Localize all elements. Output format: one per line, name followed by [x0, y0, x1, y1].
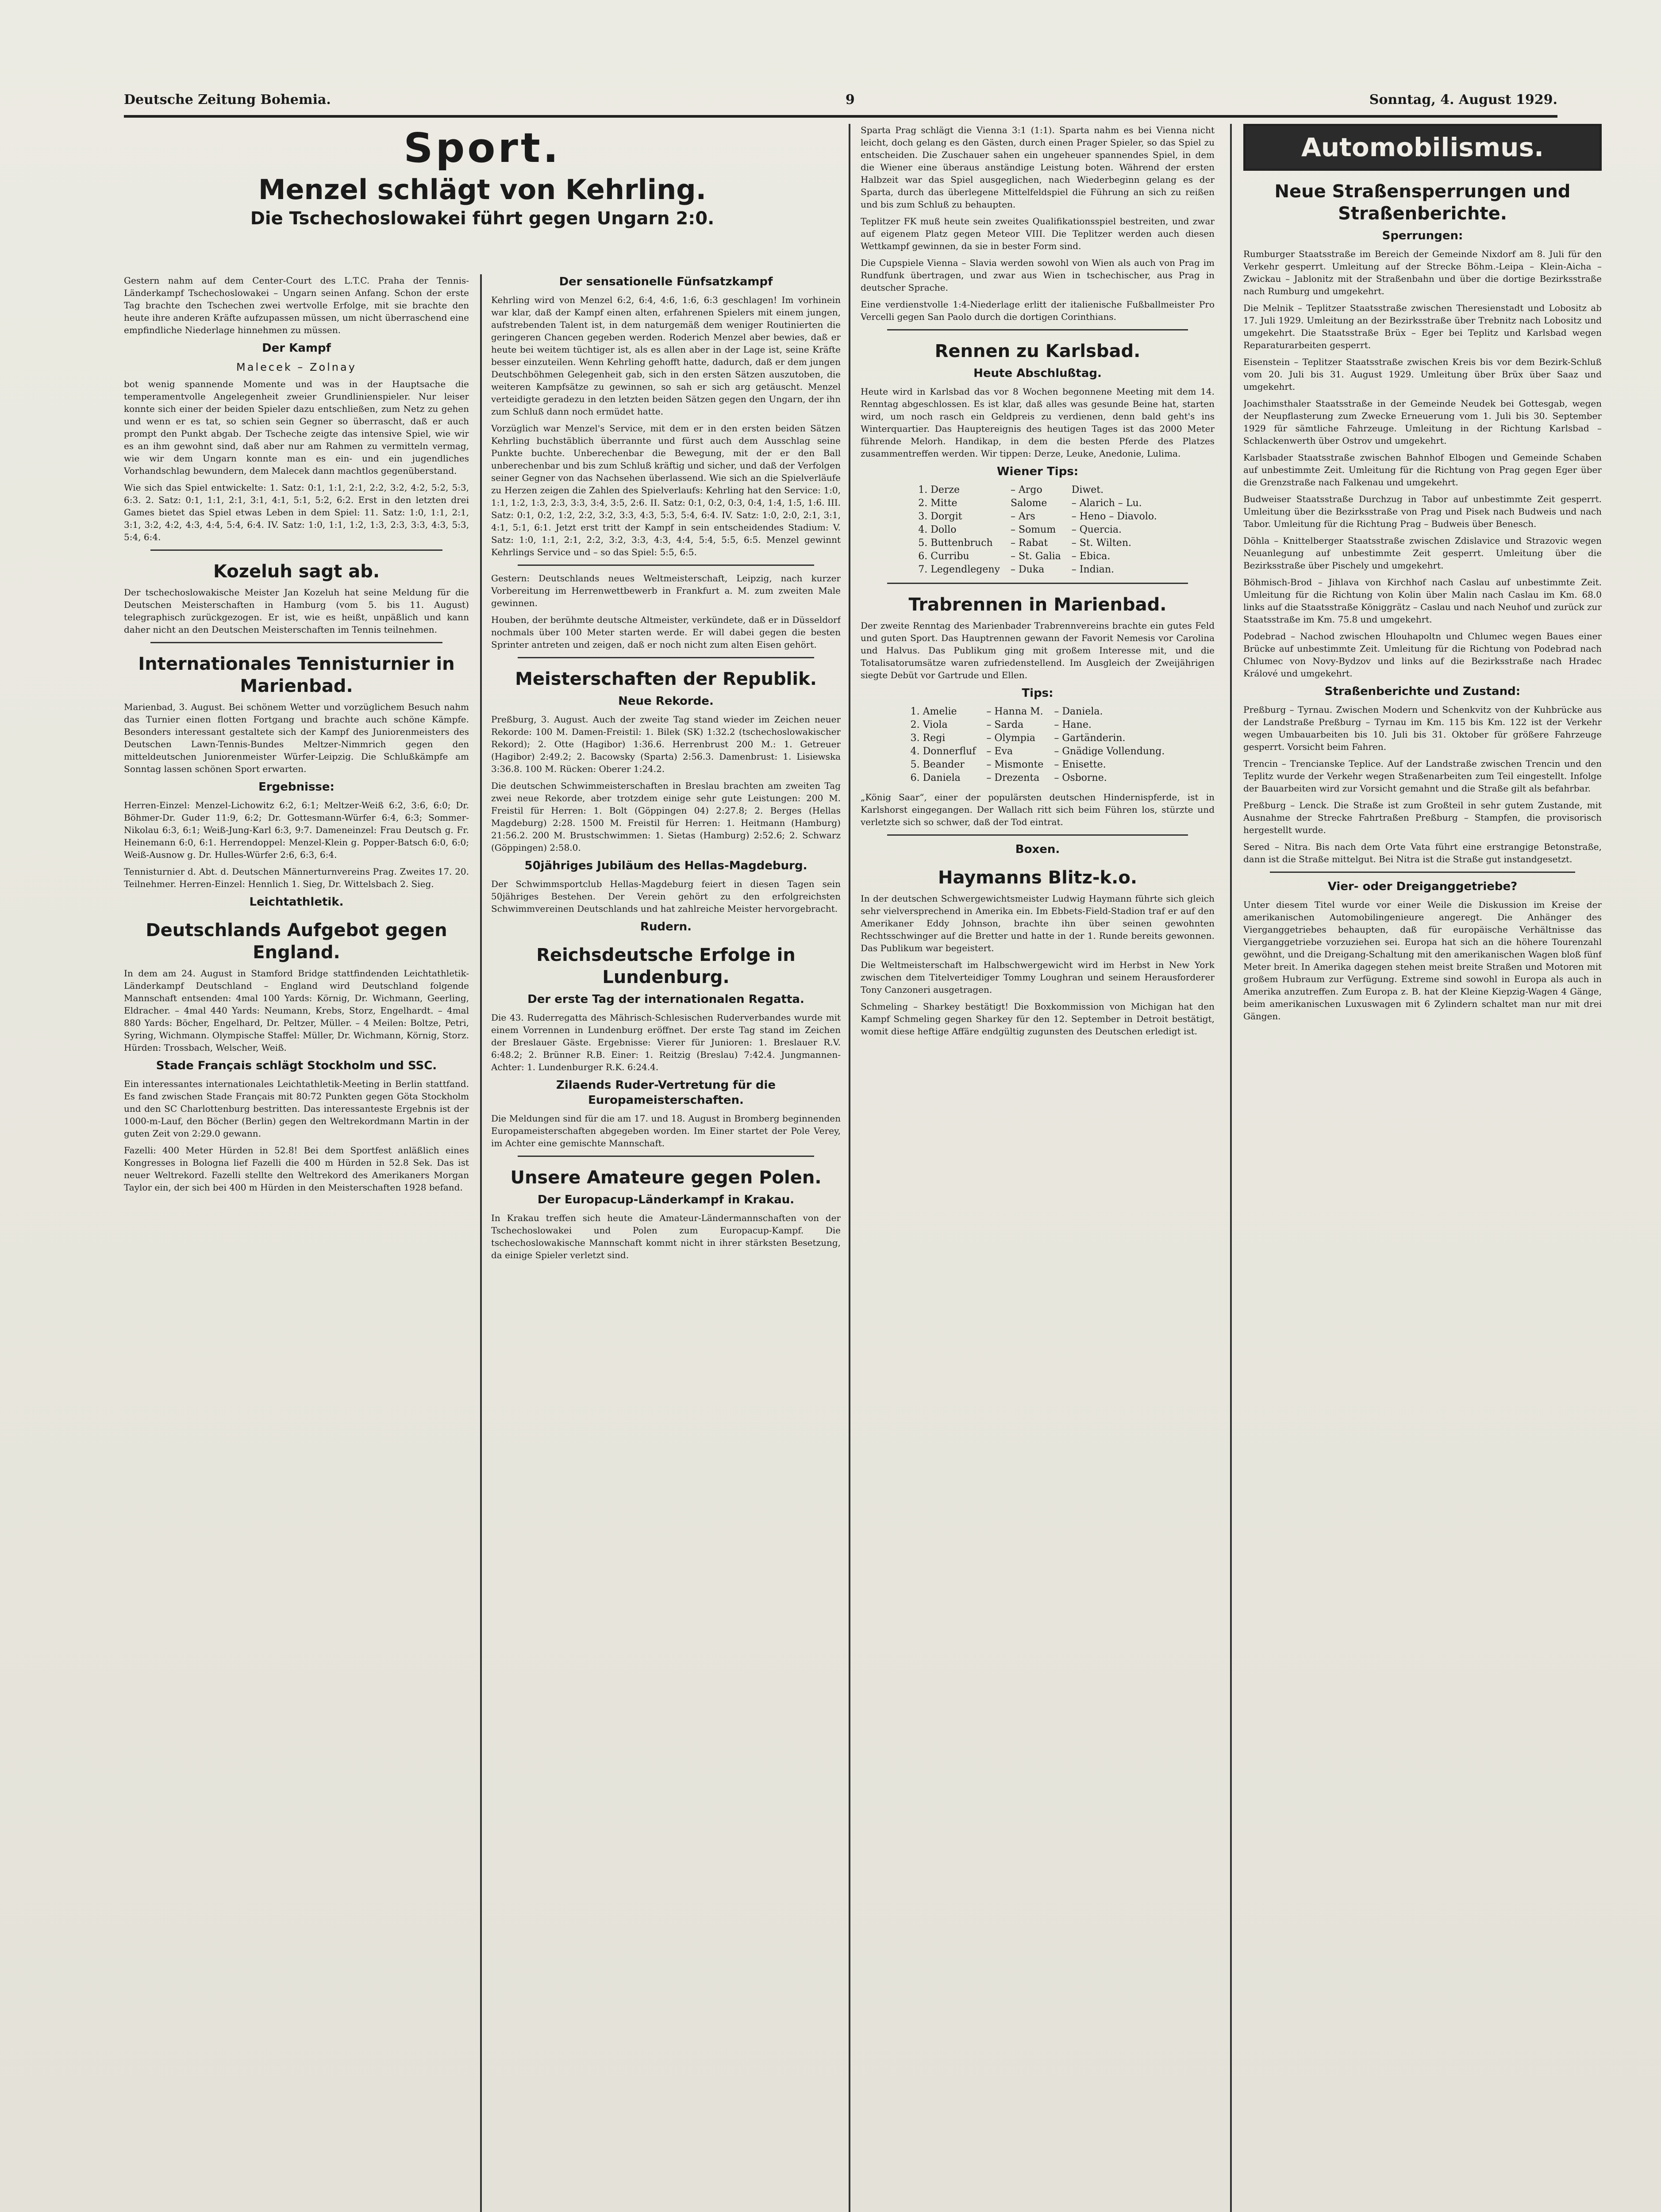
table-cell: 2. Mitte	[918, 498, 957, 509]
article-paragraph: Die 43. Ruderregatta des Mährisch-Schlesischen Ruderverbandes wurde mit einem Vorrennen in Lundenburg eröffnet. Der erste Tag stand im Zeichen der Breslauer Gäste. Ergebnisse: Vierer für Junioren: 1. Breslauer R.V. 6:48.2; 2. Brünner R.B. Einer: 1. Reitzig (Breslau) 7:42.4. Jungmannen-Achter: 1. Lundenburger R.K. 6:24.4.	[491, 1012, 841, 1072]
divider	[518, 565, 814, 566]
table-cell: – Gnädige Vollendung.	[1054, 746, 1165, 757]
subheading: Malecek – Zolnay	[236, 361, 357, 373]
article-paragraph: In Krakau treffen sich heute die Amateur-Ländermannschaften von der Tschechoslowakei und Polen zum Europacup-Kampf. Die tschechoslowakische Mannschaft kommt nicht in ihrer stärksten Besetzung, da einige Spieler verletzt sind.	[491, 1213, 841, 1260]
article-paragraph: Heute wird in Karlsbad das vor 8 Wochen begonnene Meeting mit dem 14. Renntag abgeschlossen. Es ist klar, daß alles was gesunde Beine hat, starten wird, um noch rasch ein Geldpreis zu verdienen, denn bald geht's ins Winterquartier. Das Hauptereignis des heutigen Tages ist das 2000 Meter führende Melorh. Handikap, in dem die besten Pferde des Platzes zusammentreffen werden. Wir tippen: Derze, Leuke, Anedonie, Lulima.	[861, 386, 1215, 459]
subheading: Leichtathletik.	[249, 895, 344, 909]
divider	[887, 329, 1188, 330]
table-cell: – Eva	[986, 746, 1013, 757]
subheading: Der erste Tag der internationalen Regatta.	[527, 993, 804, 1006]
table-cell: – Alarich – Lu.	[1071, 498, 1142, 509]
header-date: Sonntag, 4. August 1929.	[1369, 92, 1557, 108]
table-cell: – Ars	[1011, 511, 1035, 522]
subheading: Rudern.	[640, 920, 692, 933]
article-title: Unsere Amateure gegen Polen.	[510, 1167, 822, 1188]
table-cell: – Hane.	[1054, 719, 1092, 730]
article-paragraph: Karlsbader Staatsstraße zwischen Bahnhof Elbogen und Gemeinde Schaben auf unbestimmte Zeit. Umleitung für die Richtung von Prag gegen Eger über die Grenzstraße nach Falkenau und umgekehrt.	[1243, 452, 1602, 488]
subheading: Neue Rekorde.	[618, 695, 714, 708]
article-paragraph: Joachimsthaler Staatsstraße in der Gemeinde Neudek bei Gottesgab, wegen der Neupflasterung zum Zwecke Erneuerung vom 1. Juli bis 30. September 1929 für sämtliche Fahrzeuge. Umleitung in der Richtung Karlsbad – Schlackenwerth über Ostrov und umgekehrt.	[1243, 398, 1602, 446]
subheading: Zilaends Ruder-Vertretung für die Europameisterschaften.	[556, 1079, 776, 1107]
divider	[150, 549, 442, 551]
table-cell: 5. Buttenbruch	[918, 538, 993, 549]
divider	[518, 657, 814, 658]
article-paragraph: Budweiser Staatsstraße Durchzug in Tabor auf unbestimmte Zeit gesperrt. Umleitung über die Bezirksstraße von Prag und Pisek nach Budweis und nach Tabor. Umleitung für die Richtung Prag – Budweis über Benesch.	[1243, 494, 1602, 529]
article-paragraph: Preßburg – Lenck. Die Straße ist zum Großteil in sehr gutem Zustande, mit Ausnahme der Strecke Fahrtraßen Preßburg – Stampfen, die provisorisch hergestellt wurde.	[1243, 800, 1602, 835]
table-cell: 6. Daniela	[910, 772, 961, 783]
table-cell: – Osborne.	[1054, 772, 1107, 783]
table-cell: – St. Wilten.	[1071, 538, 1131, 549]
subheading: Wiener Tips:	[996, 465, 1079, 478]
article-title: Vier- oder Dreiganggetriebe?	[1327, 880, 1518, 893]
subheading: Sperrungen:	[1382, 229, 1463, 242]
column-rule	[849, 124, 850, 2212]
table-cell: – Rabat	[1011, 538, 1048, 549]
divider	[887, 583, 1188, 584]
table-cell: – Drezenta	[986, 772, 1040, 783]
article-paragraph: Eisenstein – Teplitzer Staatsstraße zwischen Kreis bis vor dem Bezirk-Schluß vom 20. Juli bis 31. August 1929. Umleitung über Brüx über Saaz und umgekehrt.	[1243, 357, 1602, 392]
table-cell: – Enisette.	[1054, 759, 1106, 770]
article-paragraph: Döhla – Knittelberger Staatsstraße zwischen Zdislavice und Strazovic wegen Neuanlegung auf unbestimmte Zeit gesperrt. Umleitung über die Bezirksstraße über Pischely und umgekehrt.	[1243, 535, 1602, 571]
article-paragraph: Der zweite Renntag des Marienbader Trabrennvereins brachte ein gutes Feld und guten Sport. Das Hauptrennen gewann der Favorit Nemesis vor Carolina und Halvus. Das Publikum ging mit großem Interesse mit, und die Totalisatorumsätze waren zufriedenstellend. Im Ausgleich der Zweijährigen siegte Debüt vor Gartrude und Ellen.	[861, 620, 1215, 680]
table-row	[905, 732, 1170, 745]
sport-section	[124, 124, 841, 2212]
article-paragraph: Schmeling – Sharkey bestätigt! Die Boxkommission von Michigan hat den Kampf Schmeling gegen Sharkey für den 12. September in Detroit bestätigt, womit diese heftige Affäre endgültig zugunsten des Deutschen erledigt ist.	[861, 1001, 1215, 1037]
subheading: Der Kampf	[262, 342, 331, 355]
subheading: Straßenberichte und Zustand:	[1324, 685, 1521, 698]
article-paragraph: Trencin – Trencianske Teplice. Auf der Landstraße zwischen Trencin und den Teplitz wurde der Verkehr wegen Straßenarbeiten zum Teil eingestellt. Infolge der Bauarbeiten wird zur Vorsicht gemahnt und die Straße gilt als befahrbar.	[1243, 758, 1602, 794]
article-title: Reichsdeutsche Erfolge in Lundenburg.	[536, 945, 796, 987]
divider	[887, 834, 1188, 836]
section-title: Sport.	[404, 124, 561, 172]
page-number: 9	[845, 92, 855, 108]
article-paragraph: Böhmisch-Brod – Jihlava von Kirchhof nach Caslau auf unbestimmte Zeit. Umleitung für die Richtung von Kolin über Malin nach Caslau im Km. 68.0 links auf die Staatsstraße Königgrätz – Caslau und nach Neuhof und zurück zur Staatsstraße im Km. 75.8 und umgekehrt.	[1243, 577, 1602, 625]
table-row	[913, 484, 1162, 497]
table-row	[913, 497, 1162, 510]
article-paragraph: Die Cupspiele Vienna – Slavia werden sowohl von Wien als auch von Prag im Rundfunk übertragen, und zwar aus Wien in tschechischer, aus Prag in deutscher Sprache.	[861, 257, 1215, 293]
subheading: Boxen.	[1015, 843, 1060, 856]
table-cell: 4. Donnerfluf	[910, 746, 976, 757]
table-row	[913, 563, 1162, 576]
table-row	[905, 758, 1170, 772]
table-cell: Diwet.	[1071, 484, 1104, 495]
article-title: Internationales Tennisturnier in Marienbad.	[138, 654, 455, 696]
article-paragraph: Rumburger Staatsstraße im Bereich der Gemeinde Nixdorf am 8. Juli für den Verkehr gesperrt. Umleitung auf der Strecke Böhm.-Leipa – Klein-Aicha – Zwickau – Jablonitz mit der Straßenbahn und über die dortige Bezirksstraße nach Rumburg und umgekehrt.	[1243, 249, 1602, 296]
table-cell: – Gartänderin.	[1054, 733, 1126, 744]
column-rule	[480, 274, 482, 2212]
article-paragraph: Der Schwimmsportclub Hellas-Magdeburg feiert in diesen Tagen sein 50jähriges Bestehen. Der Verein gehört zu den erfolgreichsten Schwimmvereinen Deutschlands und hat zahlreiche Meister hervorgebracht.	[491, 879, 841, 914]
score-paragraph: Wie sich das Spiel entwickelte: 1. Satz: 0:1, 1:1, 2:1, 2:2, 3:2, 4:2, 5:2, 5:3, 6:3. 2. Satz: 0:1, 1:1, 2:1, 3:1, 4:1, 5:1, 5:2, 6:2. Erst in den letzten drei Games bietet das Spiel etwas Leben in dem Spiel: 11. Satz: 1:0, 1:1, 2:1, 3:1, 3:2, 4:2, 4:3, 4:4, 5:4, 6:4. IV. Satz: 1:0, 1:1, 1:2, 1:3, 2:3, 3:3, 4:3, 5:3, 5:4, 6:4.	[124, 482, 469, 542]
table-row	[905, 772, 1170, 785]
table-row	[913, 510, 1162, 523]
article-title: Haymanns Blitz-k.o.	[938, 868, 1138, 888]
article-paragraph: Vorzüglich war Menzel's Service, mit dem er in den ersten beiden Sätzen Kehrling buchstäblich überrannte und fürst auch dem Ausschlag seine Punkte buchte. Unberechenbar die Bewegung, mit der er den Ball unberechenbar und bis zum Schluß kräftig und sicher, und daß der Verfolgen seiner Gegner von das Nachsehen überlassend. Wie sich an die Spielverläufe zu Herzen zeigen die Zahlen des Spielverlaufs: Kehrling hat den Service: 1:0, 1:1, 1:2, 1:3, 2:3, 3:3, 3:4, 3:5, 2:6. II. Satz: 0:1, 0:2, 0:3, 0:4, 1:4, 1:5, 1:6. III. Satz: 0:1, 0:2, 1:2, 2:2, 3:2, 3:3, 4:3, 5:3, 5:4, 6:4. IV. Satz: 1:0, 2:0, 2:1, 3:1, 4:1, 5:1, 6:1. Jetzt erst tritt der Kampf in sein entscheidendes Stadium: V. Satz: 1:0, 1:1, 2:1, 2:2, 3:2, 3:3, 4:3, 4:4, 5:4, 5:5, 6:5. Menzel gewinnt Kehrlings Service und – so das Spiel: 5:5, 6:5.	[491, 423, 841, 557]
article-paragraph: „König Saar“, einer der populärsten deutschen Hindernispferde, ist in Karlshorst eingegangen. Der Wallach ritt sich beim Führen los, stürzte und verletzte sich so schwer, daß der Tod eintrat.	[861, 792, 1215, 827]
article-paragraph: Unter diesem Titel wurde vor einer Weile die Diskussion im Kreise der amerikanischen Automobilingenieure angeregt. Die Anhänger des Vierganggetriebes behaupten, daß für europäische Verhältnisse das Vierganggetriebe vorzuziehen sei. Europa hat sich an die höhere Tourenzahl gewöhnt, und die Dreigang-Schaltung mit den amerikanischen Wagen bloß fünf Meter breit. In Amerika dagegen stehen meist breite Straßen und Motoren mit großem Hubraum zur Verfügung. Extreme sind sowohl in Europa als auch in Amerika anzutreffen. Zum Europa z. B. hat der Kleine Kiepzig-Wagen 4 Gänge, beim amerikanischen Luxuswagen mit 6 Zylindern schaltet man nur mit drei Gängen.	[1243, 899, 1602, 1022]
subheading: Heute Abschlußtag.	[973, 367, 1102, 380]
table-cell: – Somum	[1011, 524, 1056, 535]
article-paragraph: Teplitzer FK muß heute sein zweites Qualifikationsspiel bestreiten, und zwar auf eigenem Platz gegen Meteor VIII. Die Teplitzer werden auch diesen Wettkampf gewinnen, da sie in bester Form sind.	[861, 216, 1215, 251]
article-paragraph: Die Weltmeisterschaft im Halbschwergewicht wird im Herbst in New York zwischen dem Titelverteidiger Tommy Loughran und seinem Herausforderer Tony Canzoneri ausgetragen.	[861, 960, 1215, 995]
article-paragraph: Tennisturnier d. Abt. d. Deutschen Männerturnvereins Prag. Zweites 17. 20. Teilnehmer. Herren-Einzel: Hennlich 1. Sieg, Dr. Wittelsbach 2. Sieg.	[124, 866, 469, 889]
table-cell: – Duka	[1011, 564, 1045, 575]
article-paragraph: Die Meldungen sind für die am 17. und 18. August in Bromberg beginnenden Europameisterschaften abgegeben worden. Im Einer startet der Pole Verey, im Achter eine gemischte Mannschaft.	[491, 1113, 841, 1148]
intro-paragraph: Gestern nahm auf dem Center-Court des L.T.C. Praha der Tennis-Länderkampf Tschechoslowakei – Ungarn seinen Anfang. Schon der erste Tag brachte den Tschechen zwei wertvolle Erfolge, mit sie brachte den heute ihre anderen Kräfte aufzupassen müssen, um nicht überraschend eine empfindliche Niederlage hinnehmen zu müssen.	[124, 275, 469, 335]
article-paragraph: Ein interessantes internationales Leichtathletik-Meeting in Berlin stattfand. Es fand zwischen Stade Français mit 80:72 Punkten gegen Göta Stockholm und den SC Charlottenburg bestritten. Das interessanteste Ergebnis ist der 1000-m-Lauf, den Böcher (Berlin) gegen den Weltrekordmann Martin in der guten Zeit von 2:29.0 gewann.	[124, 1079, 469, 1139]
page-header	[124, 84, 1557, 118]
table-row	[905, 718, 1170, 732]
divider	[150, 642, 442, 643]
table-cell: – Mismonte	[986, 759, 1044, 770]
column-1	[124, 274, 469, 1198]
table-cell: – Argo	[1011, 484, 1042, 495]
table-cell: 3. Dorgit	[918, 511, 962, 522]
tips-table	[905, 705, 1170, 785]
divider	[518, 1156, 814, 1157]
article-title: Trabrennen in Marienbad.	[908, 595, 1167, 615]
headline: Menzel schlägt von Kehrling.	[258, 173, 707, 206]
table-cell: – Quercia.	[1071, 524, 1122, 535]
table-cell: 4. Dollo	[918, 524, 957, 535]
article-paragraph: Fazelli: 400 Meter Hürden in 52.8! Bei dem Sportfest anläßlich eines Kongresses in Bologna lief Fazelli die 400 m Hürden in 52.8 Sek. Das ist neuer Weltrekord. Fazelli stellte den Weltrekord des Amerikaners Morgan Taylor ein, der sich bei 400 m Hürden in den Meisterschaften 1928 befand.	[124, 1145, 469, 1193]
table-cell: Salome	[1011, 498, 1047, 509]
table-cell: – Daniela.	[1054, 706, 1103, 717]
table-row	[905, 705, 1170, 718]
subheading: Der sensationelle Fünfsatzkampf	[559, 275, 773, 288]
table-cell: – St. Galia	[1011, 551, 1061, 562]
tips-table	[913, 484, 1162, 576]
article-paragraph: Preßburg, 3. August. Auch der zweite Tag stand wieder im Zeichen neuer Rekorde: 100 M. Damen-Freistil: 1. Bilek (SK) 1:32.2 (tschechoslowakischer Rekord); 2. Otte (Hagibor) 1:36.6. Herrenbrust 200 M.: 1. Getreuer (Hagibor) 2:49.2; 2. Bacowsky (Sparta) 2:56.3. Damenbrust: 1. Lisiewska 3:36.8. 100 M. Rücken: Oberer 1:24.2.	[491, 714, 841, 774]
article-paragraph: In dem am 24. August in Stamford Bridge stattfindenden Leichtathletik-Länderkampf Deutschland – England wird Deutschland folgende Mannschaft entsenden: 4mal 100 Yards: Körnig, Dr. Wichmann, Geerling, Eldracher. – 4mal 440 Yards: Neumann, Krebs, Storz, Engelhardt. – 4mal 880 Yards: Böcher, Engelhard, Dr. Peltzer, Müller. – 4 Meilen: Boltze, Petri, Syring, Wichmann. Olympische Staffel: Müller, Dr. Wichmann, Körnig, Storz. Hürden: Trossbach, Welscher, Weiß.	[124, 968, 469, 1053]
column-4	[1243, 124, 1602, 2212]
table-cell: – Olympia	[986, 733, 1035, 744]
table-cell: 1. Derze	[918, 484, 960, 495]
article-title: Neue Straßensperrungen und Straßenberichte.	[1274, 181, 1571, 224]
divider	[1270, 872, 1575, 873]
article-title: Kozeluh sagt ab.	[213, 561, 380, 582]
column-rule	[1230, 124, 1232, 2212]
subheadline: Die Tschechoslowakei führt gegen Ungarn 2:0.	[250, 208, 715, 229]
table-cell: – Ebica.	[1071, 551, 1111, 562]
article-paragraph: Podebrad – Nachod zwischen Hlouhapoltn und Chlumec wegen Baues einer Brücke auf unbestimmte Zeit. Umleitung für die Richtung von Podebrad nach Chlumec von Novy-Bydzov und links auf die Bezirksstraße nach Hradec Králové und umgekehrt.	[1243, 631, 1602, 679]
table-cell: – Hanna M.	[986, 706, 1043, 717]
article-paragraph: Eine verdienstvolle 1:4-Niederlage erlitt der italienische Fußballmeister Pro Vercelli gegen San Paolo durch die dortigen Corinthians.	[861, 299, 1215, 322]
subheading: Ergebnisse:	[258, 780, 335, 794]
table-cell: 7. Legendlegeny	[918, 564, 1000, 575]
article-paragraph: Sered – Nitra. Bis nach dem Orte Vata führt eine erstrangige Betonstraße, dann ist die Straße mittelgut. Bei Nitra ist die Straße gut instandgesetzt.	[1243, 841, 1602, 864]
article-paragraph: Die Melnik – Teplitzer Staatsstraße zwischen Theresienstadt und Lobositz ab 17. Juli 1929. Umleitung an der Bezirksstraße über Trebnitz nach Lobositz und umgekehrt. Die Staatsstraße Brüx – Eger bei Teplitz und Karlsbad wegen Reparaturarbeiten gesperrt.	[1243, 303, 1602, 350]
article-paragraph: Marienbad, 3. August. Bei schönem Wetter und vorzüglichem Besuch nahm das Turnier einen flotten Fortgang und brachte auch schöne Kämpfe. Besonders interessant gestaltete sich der Kampf des Juniorenmeisters des Deutschen Lawn-Tennis-Bundes Meltzer-Nimmrich gegen den mitteldeutschen Juniorenmeister Würfer-Leipzig. Die Schlußkämpfe am Sonntag lassen schönen Sport erwarten.	[124, 702, 469, 774]
table-row	[913, 523, 1162, 537]
table-cell: – Heno – Diavolo.	[1071, 511, 1157, 522]
article-paragraph: Gestern: Deutschlands neues Weltmeisterschaft, Leipzig, nach kurzer Vorbereitung im Herrenwettbewerb in Frankfurt a. M. zum zweiten Male gewinnen.	[491, 573, 841, 608]
article-paragraph: Preßburg – Tyrnau. Zwischen Modern und Schenkvitz von der Kuhbrücke aus der Landstraße Preßburg – Tyrnau im Km. 115 bis Km. 122 ist der Verkehr wegen Umbauarbeiten bis 10. Juli bis 31. Oktober für größere Fahrzeuge gesperrt. Vorsicht beim Fahren.	[1243, 704, 1602, 752]
table-cell: 5. Beander	[910, 759, 965, 770]
article-title: Rennen zu Karlsbad.	[934, 341, 1141, 361]
column-2	[491, 274, 841, 1266]
results-paragraph: Herren-Einzel: Menzel-Lichowitz 6:2, 6:1; Meltzer-Weiß 6:2, 3:6, 6:0; Dr. Böhmer-Dr. Guder 11:9, 6:2; Dr. Gottesmann-Würfer 6:4, 6:3; Sommer-Nikolau 6:3, 6:1; Weiß-Jung-Karl 6:3, 9:7. Dameneinzel: Frau Deutsch g. Fr. Heinemann 6:0, 6:1. Herrendoppel: Menzel-Klein g. Popper-Batsch 6:0, 6:0; Weiß-Ausnow g. Dr. Hulles-Würfer 2:6, 6:3, 6:4.	[124, 800, 469, 860]
table-cell: 2. Viola	[910, 719, 948, 730]
table-cell: 1. Amelie	[910, 706, 957, 717]
table-cell: 3. Regi	[910, 733, 946, 744]
table-row	[913, 550, 1162, 563]
subheading: Tips:	[1022, 687, 1054, 700]
article-paragraph: In der deutschen Schwergewichtsmeister Ludwig Haymann führte sich gleich sehr vielversprechend in Amerika ein. Im Ebbets-Field-Stadion traf er auf den Amerikaner Eddy Johnson, brachte ihn über seinen gewohnten Rechtsschwinger auf die Bretter und hatte in der 1. Runde bereits gewonnen. Das Publikum war begeistert.	[861, 893, 1215, 953]
table-cell: – Sarda	[986, 719, 1024, 730]
article-title: Meisterschaften der Republik.	[515, 669, 817, 689]
header-left: Deutsche Zeitung Bohemia.	[124, 92, 331, 108]
article-paragraph: Die deutschen Schwimmeisterschaften in Breslau brachten am zweiten Tag zwei neue Rekorde, aber trotzdem einige sehr gute Leistungen: 200 M. Freistil für Herren: 1. Bolt (Göppingen 04) 2:27.8; 2. Berges (Hellas Magdeburg) 2:28. 1500 M. Freistil für Herren: 1. Heitmann (Hamburg) 21:56.2. 200 M. Brustschwimmen: 1. Sietas (Hamburg) 2:52.6; 2. Schwarz (Göppingen) 2:58.0.	[491, 780, 841, 853]
table-cell: 6. Curribu	[918, 551, 969, 562]
table-row	[913, 537, 1162, 550]
subheading: Stade Français schlägt Stockholm und SSC.	[156, 1059, 437, 1072]
article-title: Deutschlands Aufgebot gegen England.	[146, 920, 447, 963]
table-cell: – Indian.	[1071, 564, 1115, 575]
table-row	[905, 745, 1170, 758]
article-paragraph: Sparta Prag schlägt die Vienna 3:1 (1:1). Sparta nahm es bei Vienna nicht leicht, doch gelang es den Gästen, durch einen Prager Spieler, so das Spiel zu entscheiden. Die Zuschauer sahen ein ungeheuer spannendes Spiel, in dem die Wiener eine überaus anständige Leistung boten. Während der ersten Halbzeit war das Spiel ausgeglichen, nach Wiederbeginn gelang es der Sparta, durch das überlegene Mittelfeldspiel die Führung an sich zu reißen und bis zum Schluß zu behaupten.	[861, 125, 1215, 210]
column-3	[861, 124, 1215, 2212]
article-paragraph: Der tschechoslowakische Meister Jan Kozeluh hat seine Meldung für die Deutschen Meisterschaften in Hamburg (vom 5. bis 11. August) telegraphisch zurückgezogen. Er ist, wie es heißt, unpäßlich und kann daher nicht an den Deutschen Meisterschaften im Tennis teilnehmen.	[124, 587, 469, 635]
article-paragraph: Houben, der berühmte deutsche Altmeister, verkündete, daß er in Düsseldorf nochmals über 100 Meter starten werde. Er will dabei gegen die besten Sprinter antreten und zeigen, daß er noch nicht zum alten Eisen gehört.	[491, 614, 841, 650]
article-paragraph: Kehrling wird von Menzel 6:2, 6:4, 4:6, 1:6, 6:3 geschlagen! Im vorhinein war klar, daß der Kampf einen alten, erfahrenen Spielers mit einem jungen, aufstrebenden Talent ist, in dem naturgemäß dem weniger Routinierten die geringeren Chancen gegeben werden. Roderich Menzel aber bewies, daß er heute bei weitem tüchtiger ist, als es allen aber in der Lage ist, seine Kräfte besser einzuteilen. Wenn Kehrling gehofft hatte, dadurch, daß er dem jungen Deutschböhmen Gelegenheit gab, sich in den ersten Sätzen auszutoben, die weiteren Kampfsätze zu gewinnen, so sah er sich arg getäuscht. Menzel verteidigte geradezu in den letzten beiden Sätzen gegen den Ungarn, der ihn zum Schluß dann noch ermüdet hatte.	[491, 295, 841, 417]
section-banner: Automobilismus.	[1243, 124, 1602, 171]
subheading: 50jähriges Jubiläum des Hellas-Magdeburg.	[524, 859, 807, 872]
subheading: Der Europacup-Länderkampf in Krakau.	[537, 1193, 795, 1206]
article-paragraph: bot wenig spannende Momente und was in der Hauptsache die temperamentvolle Angelegenheit zweier Grundlinienspieler. Nur leiser konnte sich einer der beiden Spieler dazu entschließen, zum Netz zu gehen und wenn er es tat, so schien sein Gegner so überrascht, daß er auch prompt den Punkt abgab. Der Tscheche zeigte das intensive Spiel, wie wir es an ihm gewohnt sind, daß aber nur am Rahmen zu vermitteln vermag, wie wir dem Ungarn konnte man es ein- und ein jugendliches Vorhandschlag bewundern, dem Malecek dann machtlos gegenüberstand.	[124, 379, 469, 476]
